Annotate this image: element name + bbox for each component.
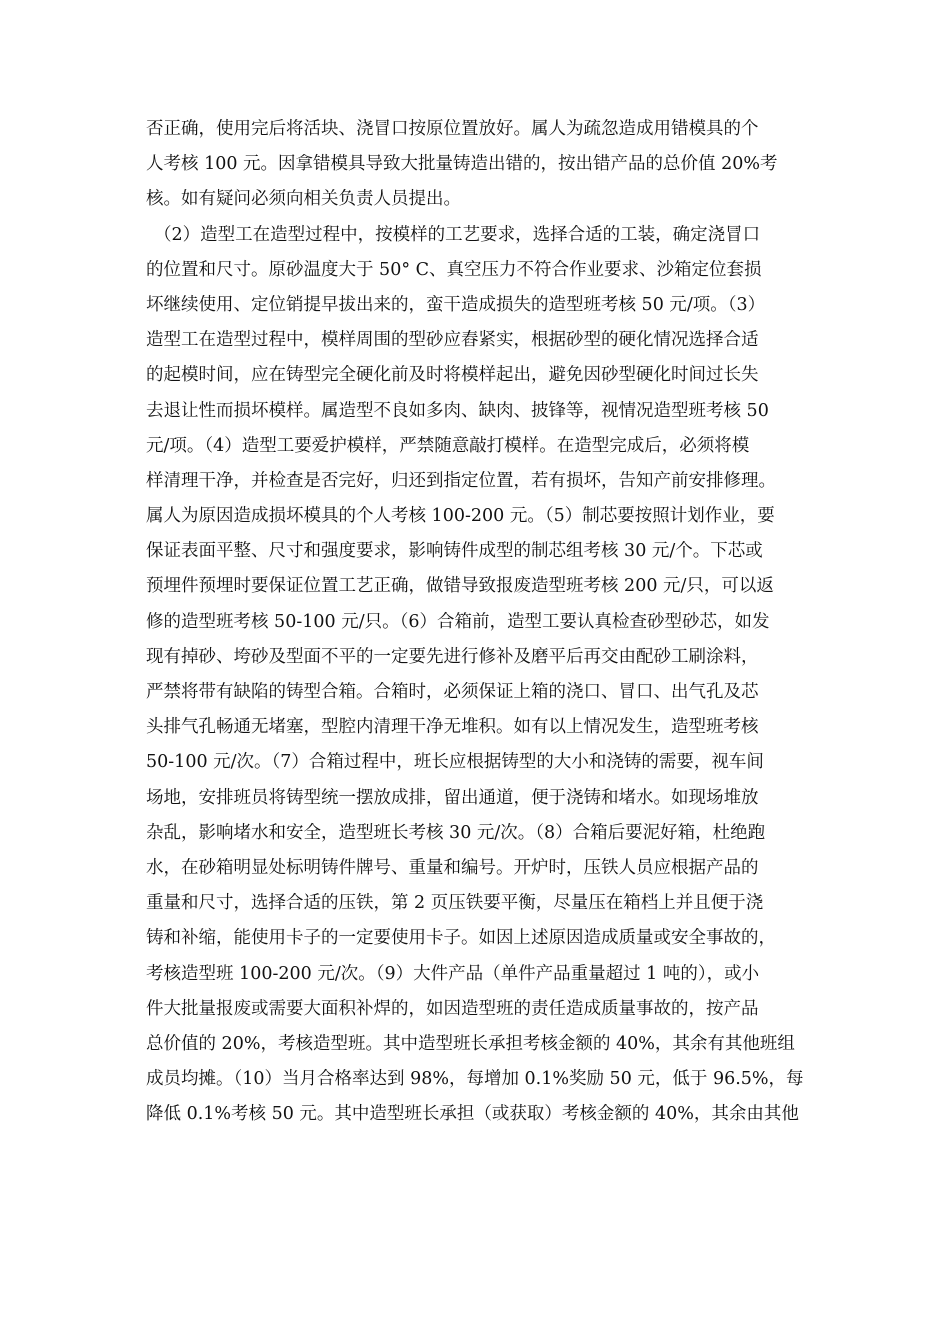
text-line: 的位置和尺寸。原砂温度大于 50° C、真空压力不符合作业要求、沙箱定位套损 bbox=[146, 259, 762, 280]
text-line: 预埋件预埋时要保证位置工艺正确，做错导致报废造型班考核 200 元/只，可以返 bbox=[146, 576, 774, 597]
text-line: 水，在砂箱明显处标明铸件牌号、重量和编号。开炉时，压铁人员应根据产品的 bbox=[146, 857, 759, 878]
text-line: 人考核 100 元。因拿错模具导致大批量铸造出错的，按出错产品的总价值 20%考 bbox=[146, 154, 778, 175]
text-line: 严禁将带有缺陷的铸型合箱。合箱时，必须保证上箱的浇口、冒口、出气孔及芯 bbox=[146, 682, 759, 702]
text-line: （2）造型工在造型过程中，按模样的工艺要求，选择合适的工装，确定浇冒口 bbox=[154, 224, 761, 245]
text-line: 属人为原因造成损坏模具的个人考核 100-200 元。（5）制芯要按照计划作业，要 bbox=[146, 506, 775, 527]
text-line: 元/项。（4）造型工要爱护模样，严禁随意敲打模样。在造型完成后，必须将模 bbox=[146, 435, 750, 456]
text-line: 总价值的 20%，考核造型班。其中造型班长承担考核金额的 40%，其余有其他班组 bbox=[146, 1033, 795, 1054]
text-line: 样清理干净，并检查是否完好，归还到指定位置，若有损坏，告知产前安排修理。 bbox=[146, 470, 776, 491]
text-line: 核。如有疑问必须向相关负责人员提出。 bbox=[146, 189, 461, 210]
text-line: 考核造型班 100-200 元/次。（9）大件产品（单件产品重量超过 1 吨的），或小 bbox=[146, 963, 760, 984]
text-line: 50-100 元/次。（7）合箱过程中，班长应根据铸型的大小和浇铸的需要，视车间 bbox=[146, 752, 764, 773]
body-text bbox=[146, 112, 826, 1132]
text-line: 保证表面平整、尺寸和强度要求，影响铸件成型的制芯组考核 30 元/个。下芯或 bbox=[146, 541, 763, 562]
text-line: 场地，安排班员将铸型统一摆放成排，留出通道，便于浇铸和堵水。如现场堆放 bbox=[146, 787, 759, 808]
text-line: 造型工在造型过程中，模样周围的型砂应舂紧实，根据砂型的硬化情况选择合适 bbox=[146, 330, 759, 351]
text-line: 现有掉砂、垮砂及型面不平的一定要先进行修补及磨平后再交由配砂工刷涂料， bbox=[146, 646, 759, 667]
text-line: 件大批量报废或需要大面积补焊的，如因造型班的责任造成质量事故的，按产品 bbox=[146, 998, 759, 1019]
text-line: 否正确，使用完后将活块、浇冒口按原位置放好。属人为疏忽造成用错模具的个 bbox=[146, 119, 759, 139]
text-line: 成员均摊。（10）当月合格率达到 98%，每增加 0.1%奖励 50 元，低于 96.5%，每 bbox=[146, 1069, 804, 1090]
text-line: 坏继续使用、定位销提早拔出来的，蛮干造成损失的造型班考核 50 元/项。（3） bbox=[146, 294, 766, 315]
text-line: 头排气孔畅通无堵塞，型腔内清理干净无堆积。如有以上情况发生，造型班考核 bbox=[146, 717, 759, 738]
text-line: 降低 0.1%考核 50 元。其中造型班长承担（或获取）考核金额的 40%，其余由其他 bbox=[146, 1104, 799, 1125]
text-line: 的起模时间，应在铸型完全硬化前及时将模样起出，避免因砂型硬化时间过长失 bbox=[146, 365, 759, 386]
text-line: 去退让性而损坏模样。属造型不良如多肉、缺肉、披锋等，视情况造型班考核 50 bbox=[146, 400, 769, 421]
text-line: 铸和补缩，能使用卡子的一定要使用卡子。如因上述原因造成质量或安全事故的， bbox=[146, 928, 776, 949]
text-line: 重量和尺寸，选择合适的压铁，第 2 页压铁要平衡，尽量压在箱档上并且便于浇 bbox=[146, 893, 764, 914]
text-line: 杂乱，影响堵水和安全，造型班长考核 30 元/次。（8）合箱后要泥好箱，杜绝跑 bbox=[146, 822, 766, 843]
text-line: 修的造型班考核 50-100 元/只。（6）合箱前，造型工要认真检查砂型砂芯，如发 bbox=[146, 611, 770, 632]
